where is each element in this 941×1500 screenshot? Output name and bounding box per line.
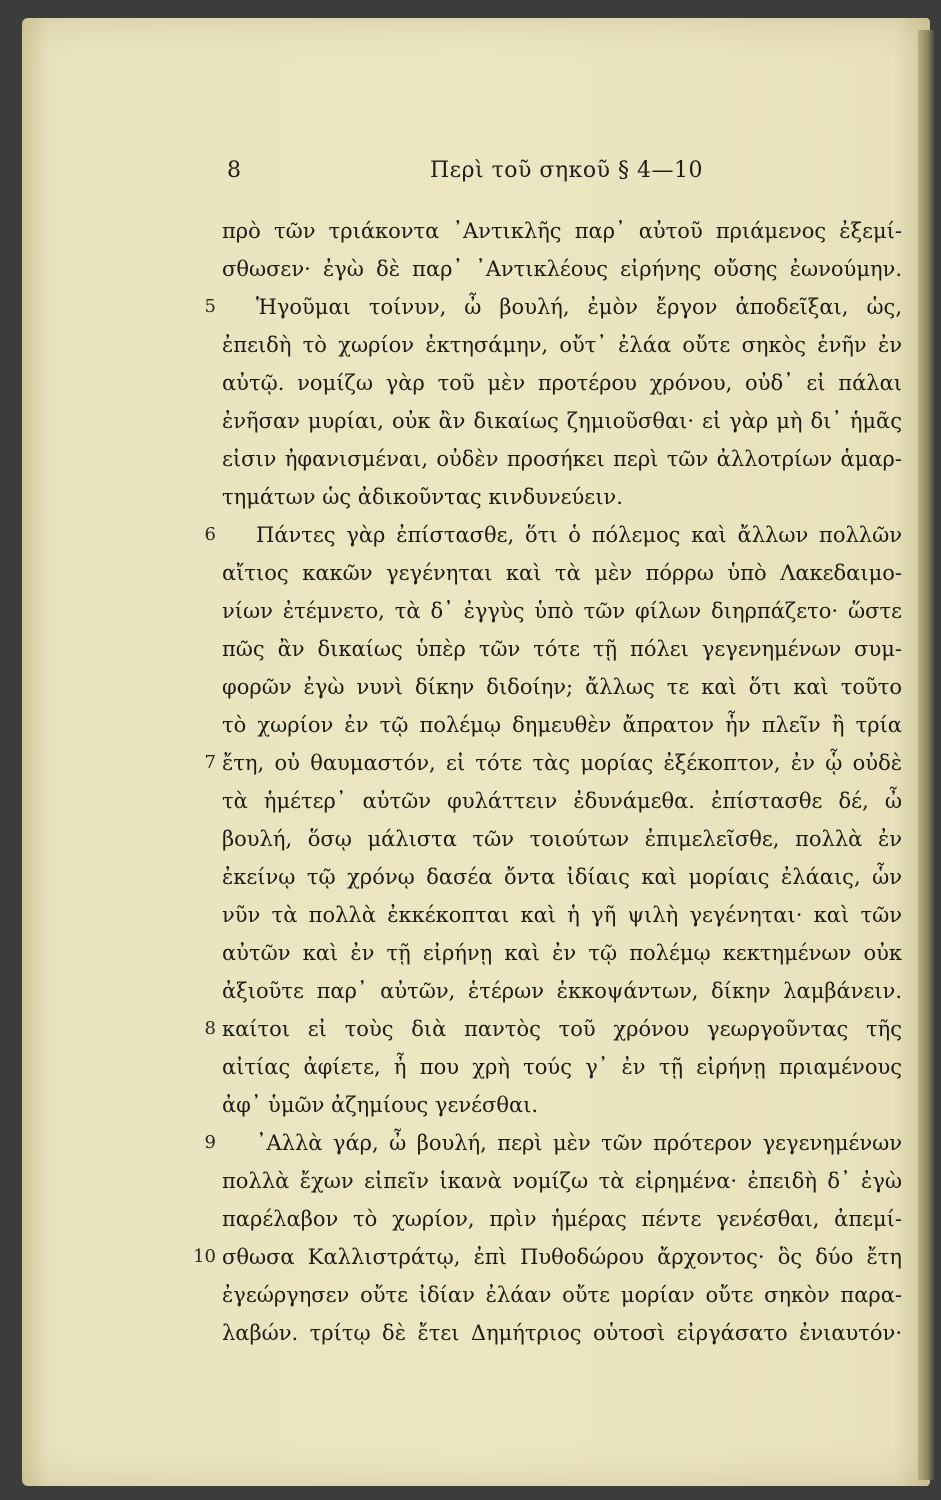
page-edge xyxy=(918,30,934,1480)
text-line: τὸ χωρίον ἐν τῷ πολέμῳ δημευθὲν ἄπρατον ἦν πλεῖν ἢ τρία xyxy=(222,713,902,737)
text-line: πῶς ἂν δικαίως ὑπὲρ τῶν τότε τῇ πόλει γεγενημένων συμ- xyxy=(222,637,902,661)
section-number: 7 xyxy=(204,752,216,773)
text-line: ἐκείνῳ τῷ χρόνῳ δασέα ὄντα ἰδίαις καὶ μορίαις ἐλάαις, ὧν xyxy=(222,865,902,889)
text-line: πρὸ τῶν τριάκοντα ᾿Αντικλῆς παρ᾿ αὐτοῦ πριάμενος ἐξεμί- xyxy=(222,219,902,243)
text-line: ἐνῆσαν μυρίαι, οὐκ ἂν δικαίως ζημιοῦσθαι· εἰ γὰρ μὴ δι᾿ ἡμᾶς xyxy=(222,409,902,433)
text-line: ἐγεώργησεν οὔτε ἰδίαν ἐλάαν οὔτε μορίαν οὔτε σηκὸν παρα- xyxy=(222,1283,902,1307)
text-line: σθωσεν· ἐγὼ δὲ παρ᾿ ᾿Αντικλέους εἰρήνης οὔσης ἐωνούμην. xyxy=(222,257,902,281)
text-line: νίων ἐτέμνετο, τὰ δ᾿ ἐγγὺς ὑπὸ τῶν φίλων διηρπάζετο· ὥστε xyxy=(222,599,902,623)
text-line: αἴτιος κακῶν γεγένηται καὶ τὰ μὲν πόρρω ὑπὸ Λακεδαιμο- xyxy=(222,561,902,585)
text-line: σθωσα Καλλιστράτῳ, ἐπὶ Πυθοδώρου ἄρχοντος· ὃς δύο ἔτη xyxy=(222,1245,902,1269)
running-title: Περὶ τοῦ σηκοῦ § 4—10 xyxy=(430,158,703,183)
page-number: 8 xyxy=(227,158,241,183)
text-line: καίτοι εἰ τοὺς διὰ παντὸς τοῦ χρόνου γεωργοῦντας τῆς xyxy=(222,1017,902,1041)
running-head xyxy=(0,158,941,198)
text-line: τημάτων ὡς ἀδικοῦντας κινδυνεύειν. xyxy=(222,485,623,509)
text-line: εἰσιν ἠφανισμέναι, οὐδὲν προσήκει περὶ τῶν ἀλλοτρίων ἁμαρ- xyxy=(222,447,902,471)
section-number: 6 xyxy=(204,524,216,545)
text-line: ἀφ᾿ ὑμῶν ἀζημίους γενέσθαι. xyxy=(222,1093,539,1117)
text-line: πολλὰ ἔχων εἰπεῖν ἱκανὰ νομίζω τὰ εἰρημένα· ἐπειδὴ δ᾿ ἐγὼ xyxy=(222,1169,902,1193)
text-line: λαβών. τρίτῳ δὲ ἔτει Δημήτριος οὑτοσὶ εἰργάσατο ἐνιαυτόν· xyxy=(222,1321,902,1345)
text-line: νῦν τὰ πολλὰ ἐκκέκοπται καὶ ἡ γῆ ψιλὴ γεγένηται· καὶ τῶν xyxy=(222,903,902,927)
text-line: ᾿Αλλὰ γάρ, ὦ βουλή, περὶ μὲν τῶν πρότερον γεγενημένων xyxy=(256,1131,902,1155)
text-line: ἐπειδὴ τὸ χωρίον ἐκτησάμην, οὔτ᾿ ἐλάα οὔτε σηκὸς ἐνῆν ἐν xyxy=(222,333,902,357)
section-number: 8 xyxy=(204,1018,216,1039)
section-number: 9 xyxy=(204,1132,216,1153)
text-line: τὰ ἡμέτερ᾿ αὐτῶν φυλάττειν ἐδυνάμεθα. ἐπίστασθε δέ, ὦ xyxy=(222,789,902,813)
text-line: ἔτη, οὐ θαυμαστόν, εἰ τότε τὰς μορίας ἐξέκοπτον, ἐν ᾧ οὐδὲ xyxy=(222,751,902,775)
text-line: Πάντες γὰρ ἐπίστασθε, ὅτι ὁ πόλεμος καὶ ἄλλων πολλῶν xyxy=(256,523,902,547)
text-line: αἰτίας ἀφίετε, ἦ που χρὴ τούς γ᾿ ἐν τῇ εἰρήνῃ πριαμένους xyxy=(222,1055,902,1079)
text-line: βουλή, ὅσῳ μάλιστα τῶν τοιούτων ἐπιμελεῖσθε, πολλὰ ἐν xyxy=(222,827,902,851)
text-line: παρέλαβον τὸ χωρίον, πρὶν ἡμέρας πέντε γενέσθαι, ἀπεμί- xyxy=(222,1207,902,1231)
text-line: αὐτῷ. νομίζω γὰρ τοῦ μὲν προτέρου χρόνου, οὐδ᾿ εἰ πάλαι xyxy=(222,371,902,395)
text-line: αὐτῶν καὶ ἐν τῇ εἰρήνῃ καὶ ἐν τῷ πολέμῳ κεκτημένων οὐκ xyxy=(222,941,902,965)
section-number: 5 xyxy=(204,296,216,317)
text-line: φορῶν ἐγὼ νυνὶ δίκην διδοίην; ἄλλως τε καὶ ὅτι καὶ τοῦτο xyxy=(222,675,902,699)
text-line: Ἡγοῦμαι τοίνυν, ὦ βουλή, ἐμὸν ἔργον ἀποδεῖξαι, ὡς, xyxy=(256,295,902,319)
text-line: ἀξιοῦτε παρ᾿ αὐτῶν, ἑτέρων ἐκκοψάντων, δίκην λαμβάνειν. xyxy=(222,979,902,1003)
section-number: 10 xyxy=(193,1246,216,1267)
